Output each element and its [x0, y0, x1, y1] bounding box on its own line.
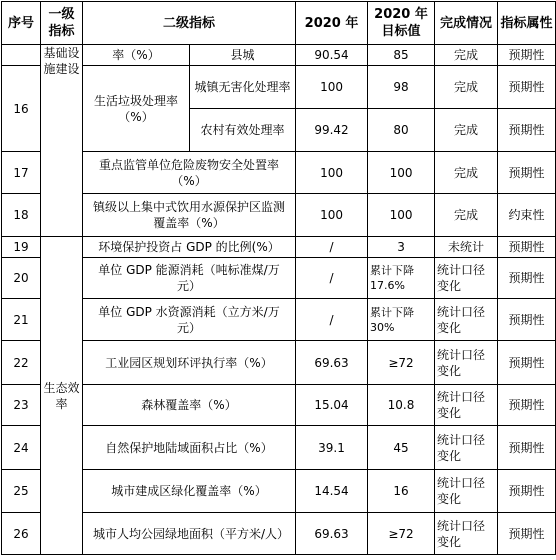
cell-indicator: 森林覆盖率（%） [83, 385, 296, 426]
cell-2020: 14.54 [296, 470, 368, 513]
cell-attr: 约束性 [498, 194, 556, 237]
cell-target: ≥72 [368, 341, 435, 385]
cell-attr: 预期性 [498, 470, 556, 513]
cell-status: 完成 [435, 45, 498, 66]
cell-status: 完成 [435, 109, 498, 152]
cell-2020: / [296, 258, 368, 299]
cell-seq: 19 [2, 237, 41, 258]
cell-indicator: 自然保护地陆域面积占比（%） [83, 426, 296, 470]
cell-status: 未统计 [435, 237, 498, 258]
cell-seq: 16 [2, 66, 41, 152]
table-row [2, 470, 556, 513]
cell-status: 完成 [435, 152, 498, 194]
cell-attr: 预期性 [498, 237, 556, 258]
cell-target: 98 [368, 66, 435, 109]
cell-status: 统计口径变化 [435, 426, 498, 470]
cell-seq [2, 45, 41, 66]
cell-target: 累计下降 30% [368, 299, 435, 341]
cell-indicator: 率（%） [83, 45, 190, 66]
header-status: 完成情况 [435, 2, 498, 45]
cell-seq: 26 [2, 513, 41, 555]
cell-attr: 预期性 [498, 513, 556, 555]
cell-attr: 预期性 [498, 152, 556, 194]
group-eco-efficiency: 生态效率 [41, 237, 83, 555]
cell-target: 100 [368, 152, 435, 194]
cell-attr: 预期性 [498, 45, 556, 66]
cell-target: 累计下降 17.6% [368, 258, 435, 299]
table-row [2, 426, 556, 470]
cell-status: 统计口径变化 [435, 258, 498, 299]
header-target: 2020 年目标值 [368, 2, 435, 45]
header-level2: 二级指标 [83, 2, 296, 45]
header-2020: 2020 年 [296, 2, 368, 45]
header-row [2, 2, 556, 45]
cell-status: 完成 [435, 194, 498, 237]
table-row [2, 341, 556, 385]
cell-target: 3 [368, 237, 435, 258]
table-row [2, 237, 556, 258]
cell-sub: 农村有效处理率 [190, 109, 296, 152]
cell-sub: 县城 [190, 45, 296, 66]
cell-attr: 预期性 [498, 341, 556, 385]
cell-2020: 100 [296, 66, 368, 109]
cell-status: 统计口径变化 [435, 385, 498, 426]
cell-target: 85 [368, 45, 435, 66]
cell-2020: 100 [296, 152, 368, 194]
table-row [2, 66, 556, 109]
cell-status: 完成 [435, 66, 498, 109]
cell-target: 80 [368, 109, 435, 152]
table-row [2, 194, 556, 237]
cell-attr: 预期性 [498, 299, 556, 341]
cell-attr: 预期性 [498, 258, 556, 299]
cell-2020: 15.04 [296, 385, 368, 426]
cell-seq: 23 [2, 385, 41, 426]
cell-indicator: 单位 GDP 水资源消耗（立方米/万元） [83, 299, 296, 341]
cell-target: 16 [368, 470, 435, 513]
cell-seq: 25 [2, 470, 41, 513]
indicator-table [1, 1, 556, 555]
cell-2020: / [296, 237, 368, 258]
cell-indicator: 生活垃圾处理率（%） [83, 66, 190, 152]
cell-indicator: 城市建成区绿化覆盖率（%） [83, 470, 296, 513]
cell-2020: 69.63 [296, 513, 368, 555]
cell-attr: 预期性 [498, 66, 556, 109]
cell-indicator: 工业园区规划环评执行率（%） [83, 341, 296, 385]
cell-seq: 20 [2, 258, 41, 299]
table-row [2, 152, 556, 194]
header-seq: 序号 [2, 2, 41, 45]
group-infrastructure: 基础设施建设 [41, 45, 83, 237]
cell-target: 45 [368, 426, 435, 470]
cell-target: ≥72 [368, 513, 435, 555]
cell-target: 100 [368, 194, 435, 237]
cell-target: 10.8 [368, 385, 435, 426]
cell-indicator: 单位 GDP 能源消耗（吨标准煤/万元） [83, 258, 296, 299]
cell-indicator: 城市人均公园绿地面积（平方米/人） [83, 513, 296, 555]
cell-status: 统计口径变化 [435, 513, 498, 555]
cell-seq: 22 [2, 341, 41, 385]
cell-indicator: 重点监管单位危险废物安全处置率（%） [83, 152, 296, 194]
header-attr: 指标属性 [498, 2, 556, 45]
cell-attr: 预期性 [498, 426, 556, 470]
table-row [2, 299, 556, 341]
cell-seq: 18 [2, 194, 41, 237]
cell-2020: 39.1 [296, 426, 368, 470]
table-row [2, 385, 556, 426]
table-row [2, 513, 556, 555]
header-level1: 一级指标 [41, 2, 83, 45]
cell-seq: 21 [2, 299, 41, 341]
cell-2020: 99.42 [296, 109, 368, 152]
cell-status: 统计口径变化 [435, 341, 498, 385]
cell-attr: 预期性 [498, 109, 556, 152]
cell-attr: 预期性 [498, 385, 556, 426]
cell-indicator: 镇级以上集中式饮用水源保护区监测覆盖率（%） [83, 194, 296, 237]
cell-indicator: 环境保护投资占 GDP 的比例(%） [83, 237, 296, 258]
cell-sub: 城镇无害化处理率 [190, 66, 296, 109]
cell-seq: 24 [2, 426, 41, 470]
cell-2020: 100 [296, 194, 368, 237]
cell-status: 统计口径变化 [435, 299, 498, 341]
cell-2020: / [296, 299, 368, 341]
table-row [2, 45, 556, 66]
cell-2020: 69.63 [296, 341, 368, 385]
cell-status: 统计口径变化 [435, 470, 498, 513]
cell-2020: 90.54 [296, 45, 368, 66]
table-row [2, 258, 556, 299]
cell-seq: 17 [2, 152, 41, 194]
